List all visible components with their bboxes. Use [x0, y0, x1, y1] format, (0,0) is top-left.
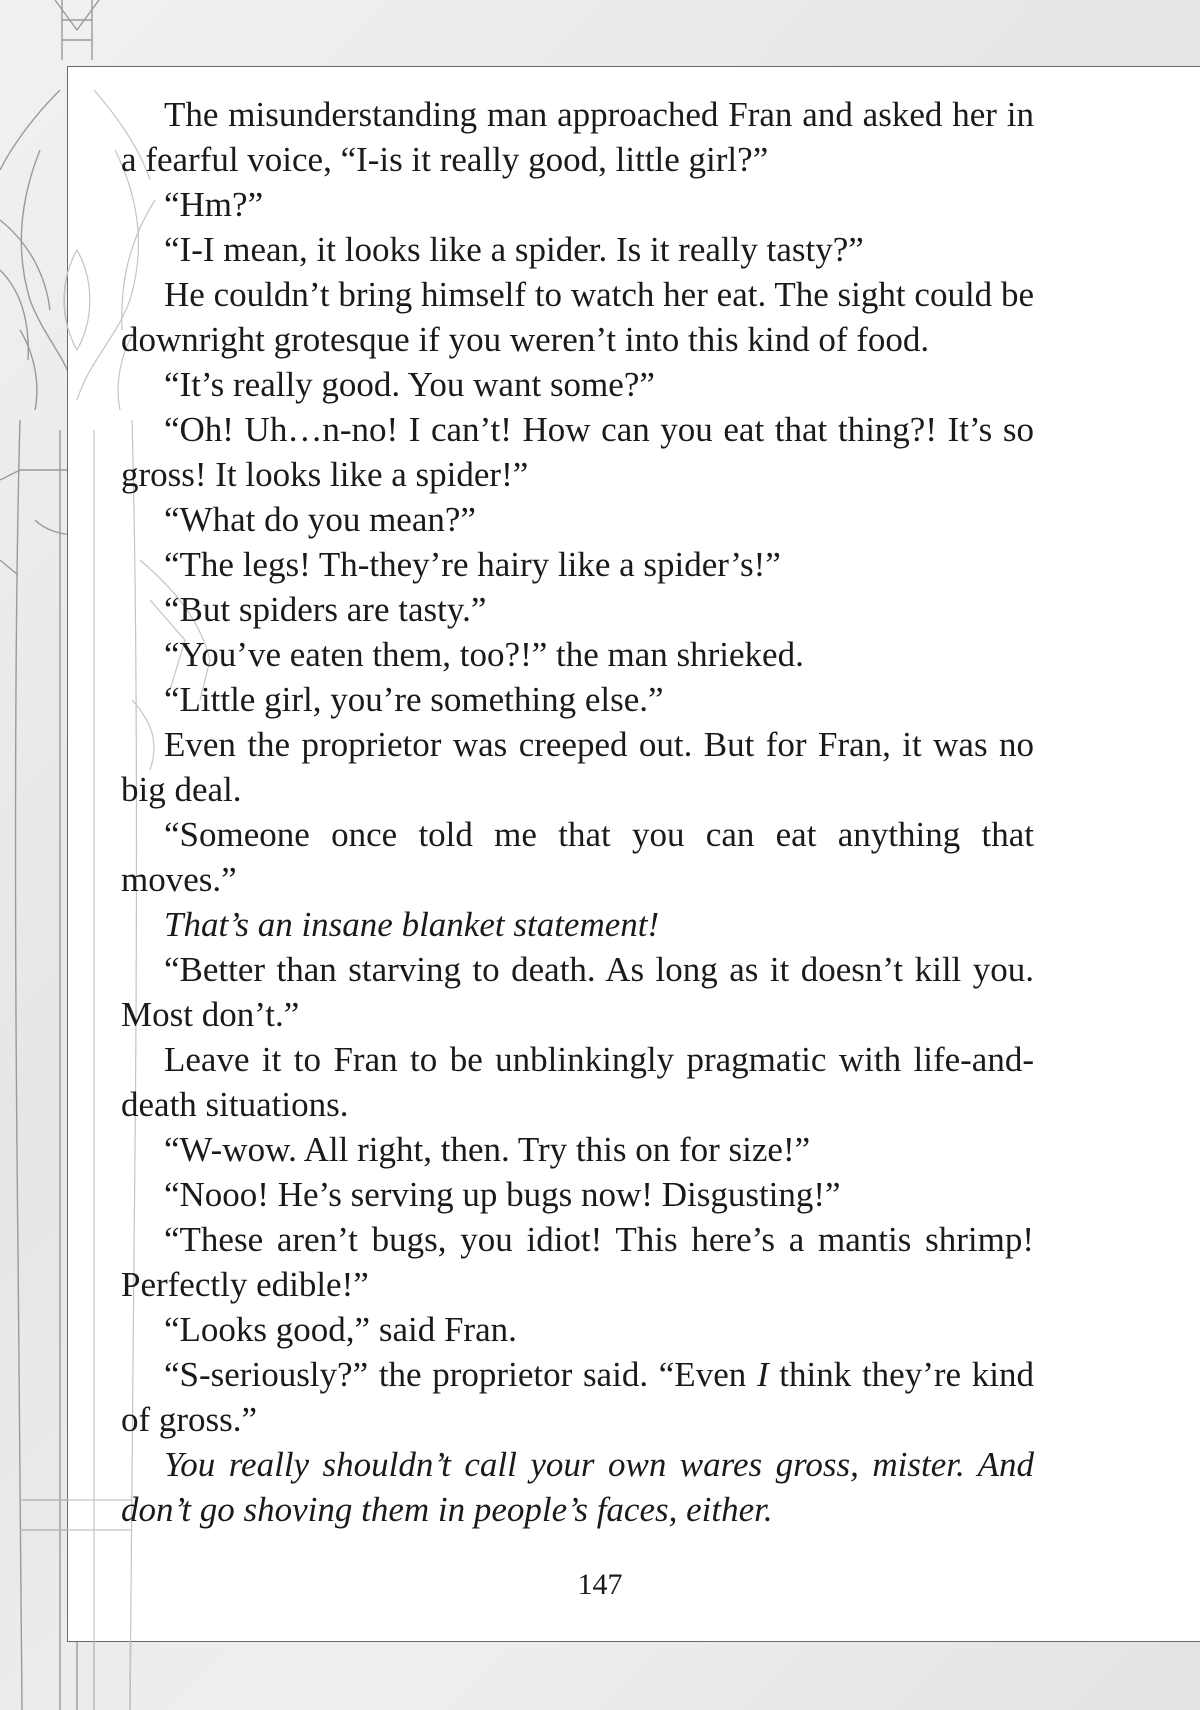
paragraph: He couldn’t bring himself to watch her eat. The sight could be downright grotesque if you weren’t into this kind of food.: [121, 275, 1034, 359]
chapter-body-text: [121, 92, 1034, 1532]
paragraph: “W-wow. All right, then. Try this on for size!”: [164, 1130, 811, 1169]
paragraph: “Little girl, you’re something else.”: [164, 680, 664, 719]
page-number: 147: [577, 1568, 623, 1601]
paragraph: “But spiders are tasty.”: [164, 590, 487, 629]
paragraph-text: “S-seriously?” the proprietor said. “Even: [164, 1355, 757, 1394]
paragraph: The misunderstanding man approached Fran and asked her in a fearful voice, “I-is it really good, little girl?”: [121, 95, 1034, 179]
paragraph: “The legs! Th-they’re hairy like a spider’s!”: [164, 545, 781, 584]
paragraph: Leave it to Fran to be unblinkingly pragmatic with life-and-death situations.: [121, 1040, 1034, 1124]
paragraph: “Better than starving to death. As long as it doesn’t kill you. Most don’t.”: [121, 950, 1034, 1034]
paragraph: “Oh! Uh…n-no! I can’t! How can you eat that thing?! It’s so gross! It looks like a spider!”: [121, 410, 1034, 494]
paragraph-text: think they’re kind of gross.”: [121, 1355, 1034, 1439]
paragraph: “What do you mean?”: [164, 500, 476, 539]
paragraph: “Looks good,” said Fran.: [164, 1310, 517, 1349]
paragraph: “Nooo! He’s serving up bugs now! Disgusting!”: [164, 1175, 841, 1214]
italic-thought-paragraph: That’s an insane blanket statement!: [164, 905, 660, 944]
paragraph: “Someone once told me that you can eat anything that moves.”: [121, 815, 1034, 899]
paragraph: “Hm?”: [164, 185, 264, 224]
paragraph: “You’ve eaten them, too?!” the man shrieked.: [164, 635, 804, 674]
emphasized-word: I: [756, 1355, 769, 1394]
paragraph: “I-I mean, it looks like a spider. Is it really tasty?”: [164, 230, 864, 269]
italic-thought-paragraph: You really shouldn’t call your own wares gross, mister. And don’t go shoving them in people’s faces, either.: [121, 1445, 1034, 1529]
paragraph: [121, 1352, 1034, 1442]
paragraph: “It’s really good. You want some?”: [164, 365, 655, 404]
paragraph: Even the proprietor was creeped out. But for Fran, it was no big deal.: [121, 725, 1034, 809]
paragraph: “These aren’t bugs, you idiot! This here’s a mantis shrimp! Perfectly edible!”: [121, 1220, 1034, 1304]
